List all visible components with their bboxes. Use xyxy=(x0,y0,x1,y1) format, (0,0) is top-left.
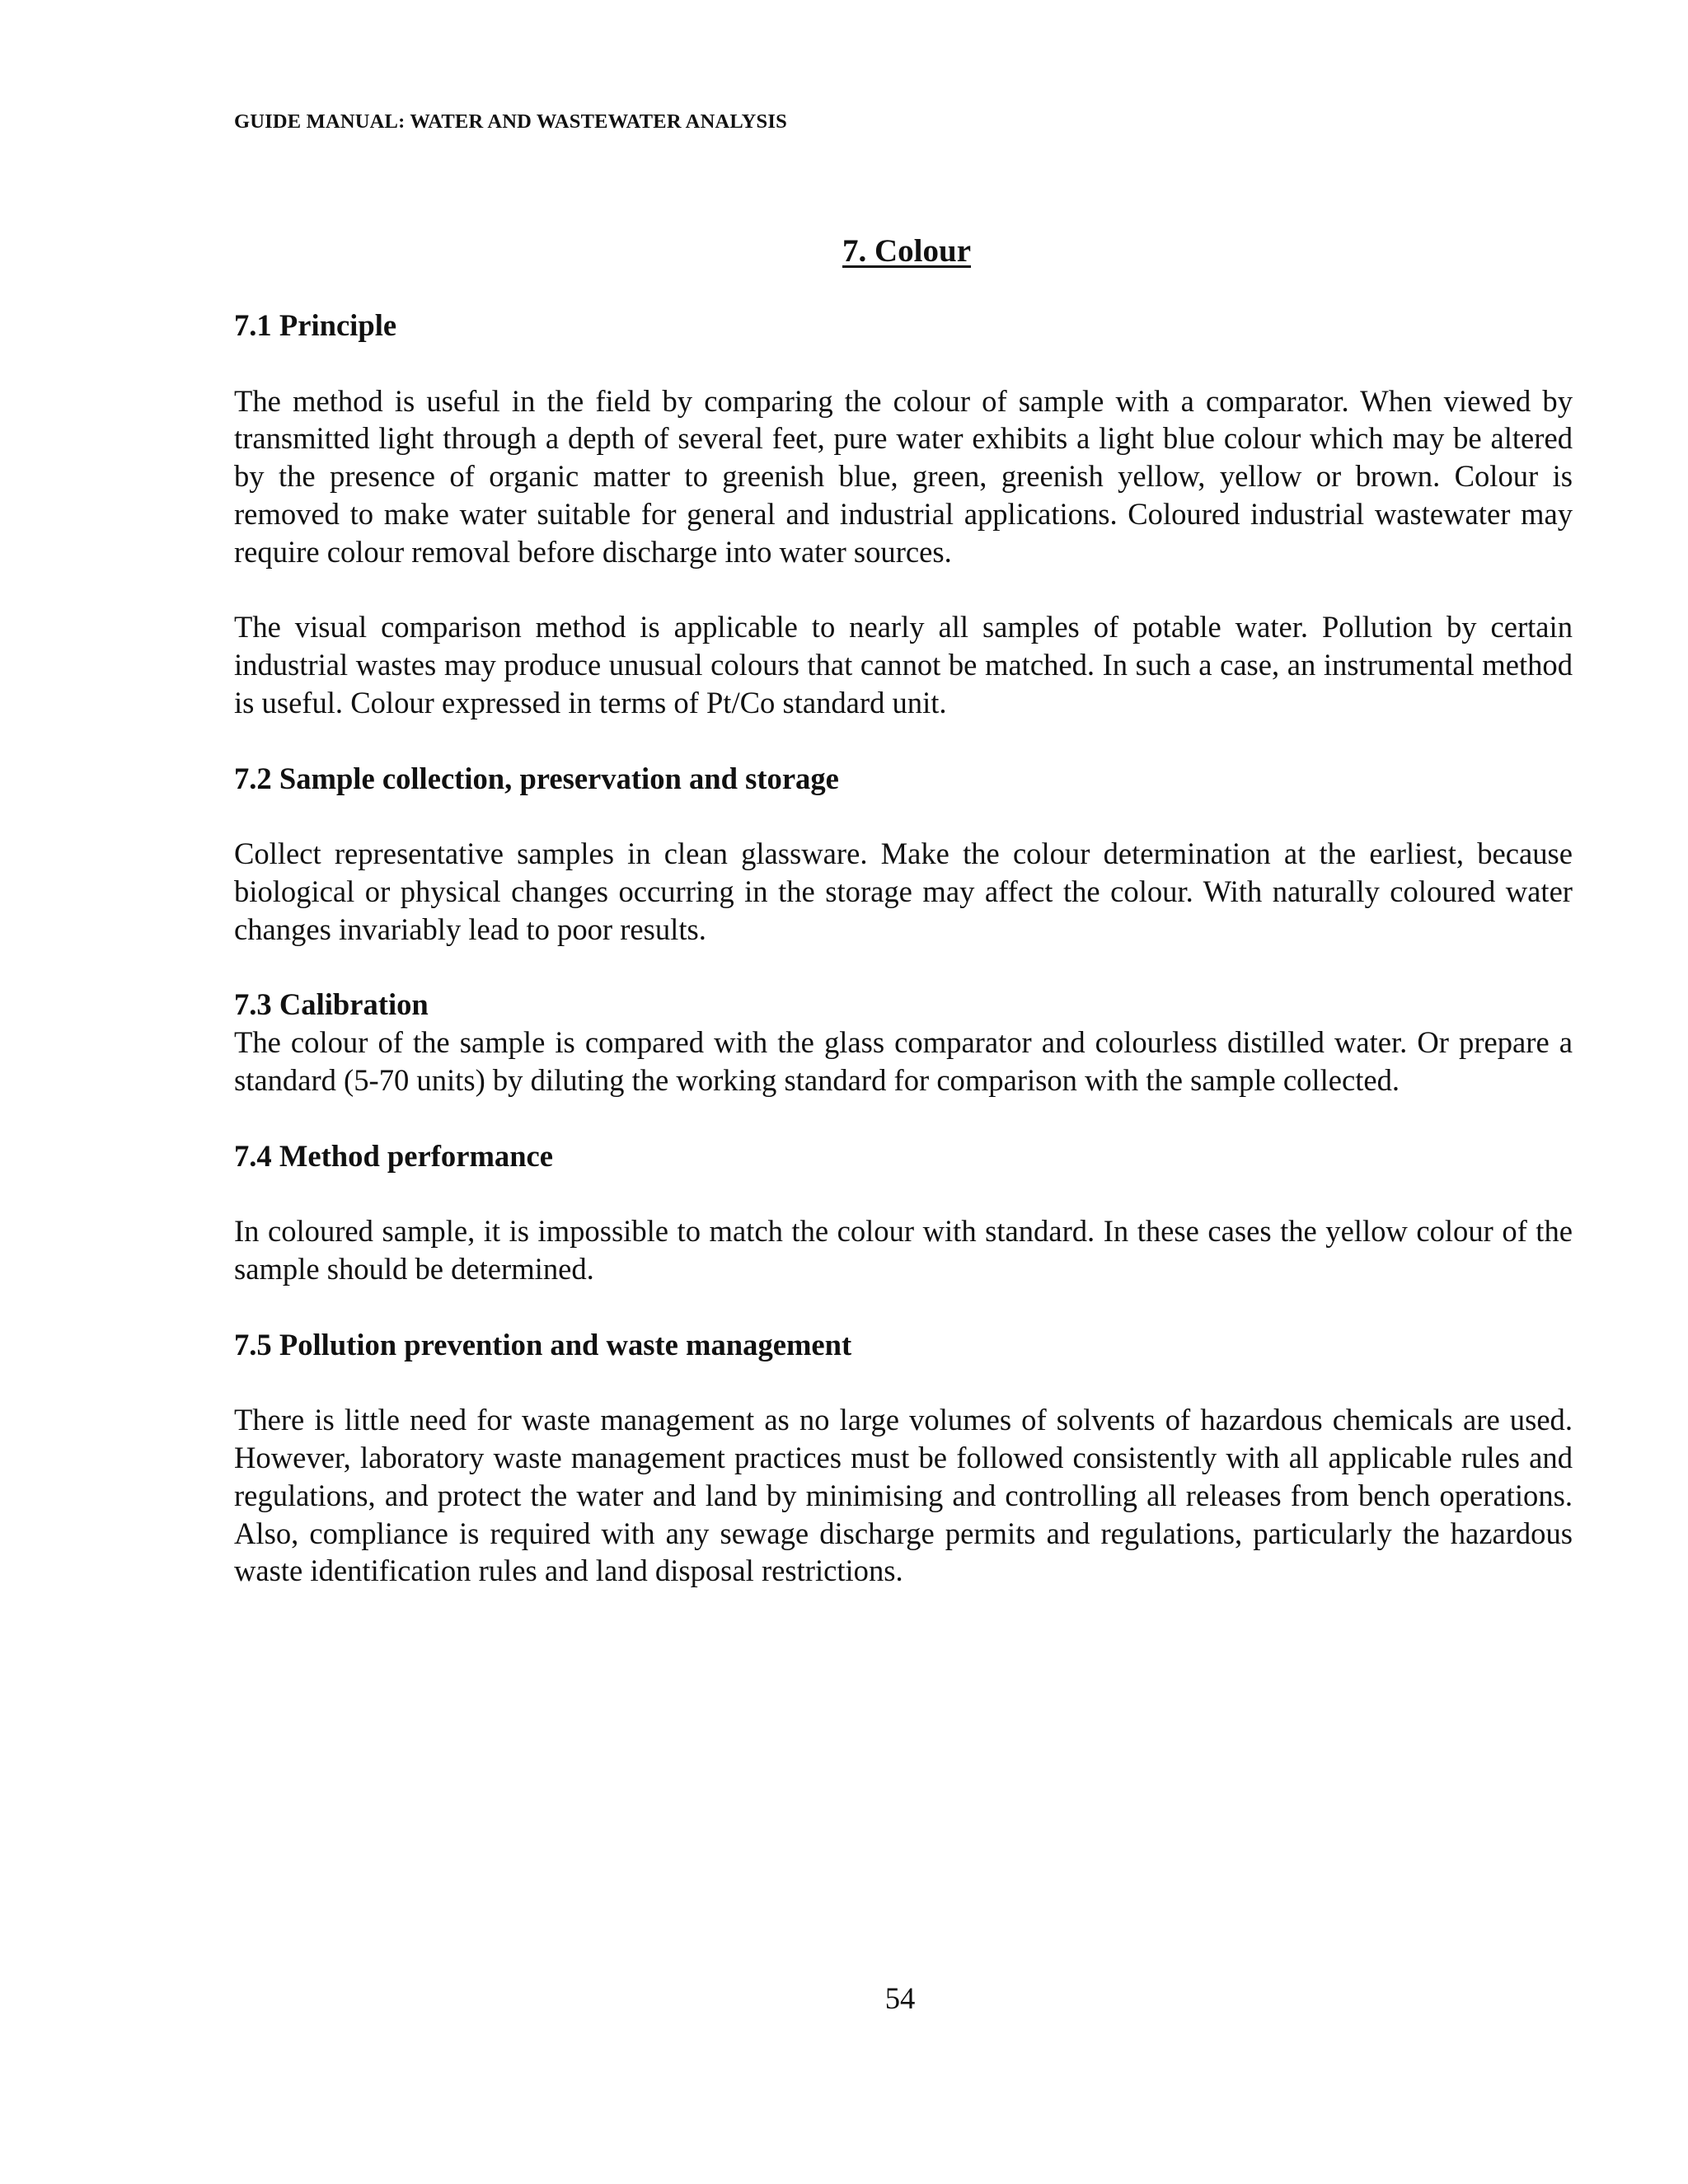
section-heading-method-performance: 7.4 Method performance xyxy=(234,1138,554,1173)
method-performance-paragraph: In coloured sample, it is impossible to match the colour with standard. In these cases the yellow colour of the sample should be determined. xyxy=(234,1214,1573,1286)
page-number: 54 xyxy=(884,1981,916,2015)
section-heading-principle: 7.1 Principle xyxy=(234,308,397,342)
pollution-prevention-paragraph: There is little need for waste management as no large volumes of solvents of hazardous chemicals are used. However, laboratory waste management practices must be followed consistently with all applicable rules and regulations, and protect the water and land by minimising and controlling all releases from bench operations. Also, compliance is required with any sewage discharge permits and regulations, particularly the hazardous waste identification rules and land disposal restrictions. xyxy=(234,1403,1573,1588)
principle-paragraph-2: The visual comparison method is applicable to nearly all samples of potable water. Pollution by certain industrial wastes may produce unusual colours that cannot be matched. In such a case, an instrumental method is useful. Colour expressed in terms of Pt/Co standard unit. xyxy=(234,610,1573,719)
section-heading-pollution-prevention: 7.5 Pollution prevention and waste management xyxy=(234,1327,852,1361)
chapter-title: 7. Colour xyxy=(842,233,971,269)
sample-collection-paragraph: Collect representative samples in clean glassware. Make the colour determination at the earliest, because biological or physical changes occurring in the storage may affect the colour. With naturally coloured water changes invariably lead to poor results. xyxy=(234,837,1573,946)
principle-paragraph-1: The method is useful in the field by comparing the colour of sample with a comparator. When viewed by transmitted light through a depth of several feet, pure water exhibits a light blue colour which may be altered by the presence of organic matter to greenish blue, green, greenish yellow, yellow or brown. Colour is removed to make water suitable for general and industrial applications. Coloured industrial wastewater may require colour removal before discharge into water sources. xyxy=(234,383,1573,569)
section-heading-sample-collection: 7.2 Sample collection, preservation and storage xyxy=(234,761,839,795)
section-heading-calibration: 7.3 Calibration xyxy=(234,987,429,1022)
calibration-paragraph: The colour of the sample is compared with the glass comparator and colourless distilled water. Or prepare a standard (5-70 units) by diluting the working standard for comparison with the sample collected. xyxy=(234,1025,1573,1097)
running-header: GUIDE MANUAL: WATER AND WASTEWATER ANALYSIS xyxy=(234,110,787,133)
document-body xyxy=(234,307,1573,1590)
